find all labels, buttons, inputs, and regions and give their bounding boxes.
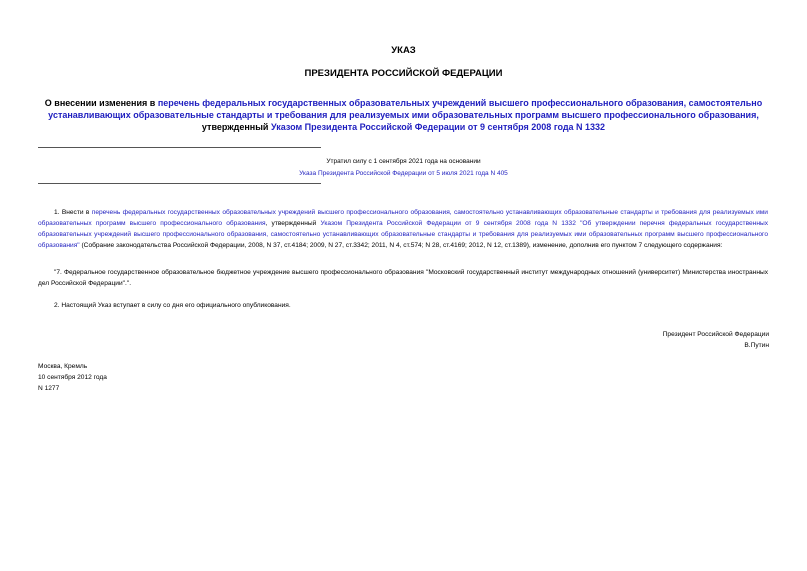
paragraph-2: "7. Федеральное государственное образовательное бюджетное учреждение высшего профессионального образования "Московский государственный институт международных отношений (университет) Министерства иностранных дел Российской Федерации".". [38, 269, 768, 287]
signature-block [663, 329, 769, 351]
status-note-text: Утратил силу с 1 сентября 2021 года на основании [326, 158, 481, 165]
status-note [190, 156, 617, 180]
signature-name: В.Путин [744, 342, 769, 349]
paragraph-3: 2. Настоящий Указ вступает в силу со дня его официального опубликования. [54, 302, 291, 309]
subject-middle: утвержденный [201, 122, 271, 132]
divider-top [38, 147, 321, 148]
paragraph-1-middle: , утвержденный [265, 220, 321, 227]
decree-type-heading: УКАЗ [391, 45, 416, 56]
paragraph-1-link-decree[interactable]: Указом Президента Российской Федерации от 9 сентября 2008 года N 1332 "Об утверждении перечня федеральных государственных образовательных учреждений высшего профессионального образования, самостоятельно устанавливающих образовательные стандарты и требования для реализуемых ими образовательных программ высшего профессионального образования" [38, 220, 768, 249]
decree-number: N 1277 [38, 385, 60, 392]
signature-title: Президент Российской Федерации [662, 331, 769, 338]
divider-bottom [38, 183, 321, 184]
paragraph-1-start: 1. Внести в [54, 209, 92, 216]
issuer-heading: ПРЕЗИДЕНТА РОССИЙСКОЙ ФЕДЕРАЦИИ [304, 68, 503, 79]
subject-prefix: О внесении изменения в [44, 98, 158, 108]
place-city: Москва, Кремль [38, 363, 88, 370]
place-date: 10 сентября 2012 года [38, 374, 107, 381]
paragraph-1-end: (Собрание законодательства Российской Федерации, 2008, N 37, ст.4184; 2009, N 27, ст.3342; 2011, N 4, ст.574; N 28, ст.4169; 2012, N 12, ст.1389), изменение, дополнив его пунктом 7 следующего содержания: [79, 242, 723, 249]
place-date-block [38, 361, 107, 394]
paragraph-1-link-list[interactable]: перечень федеральных государственных образовательных учреждений высшего профессионального образования, самостоятельно устанавливающих образовательные стандарты и требования для реализуемых ими образовательных программ высшего профессионального образования [38, 209, 768, 227]
status-note-link[interactable]: Указа Президента Российской Федерации от 5 июля 2021 года N 405 [299, 170, 508, 177]
subject-link-decree[interactable]: Указом Президента Российской Федерации от 9 сентября 2008 года N 1332 [270, 122, 606, 132]
paragraph-1 [38, 207, 768, 251]
decree-subject [30, 97, 777, 133]
subject-link-list[interactable]: перечень федеральных государственных образовательных учреждений высшего профессионального образования, самостоятельно устанавливающих образовательные стандарты и требования для реализуемых ими образовательных программ высшего профессионального образования, [48, 98, 763, 120]
